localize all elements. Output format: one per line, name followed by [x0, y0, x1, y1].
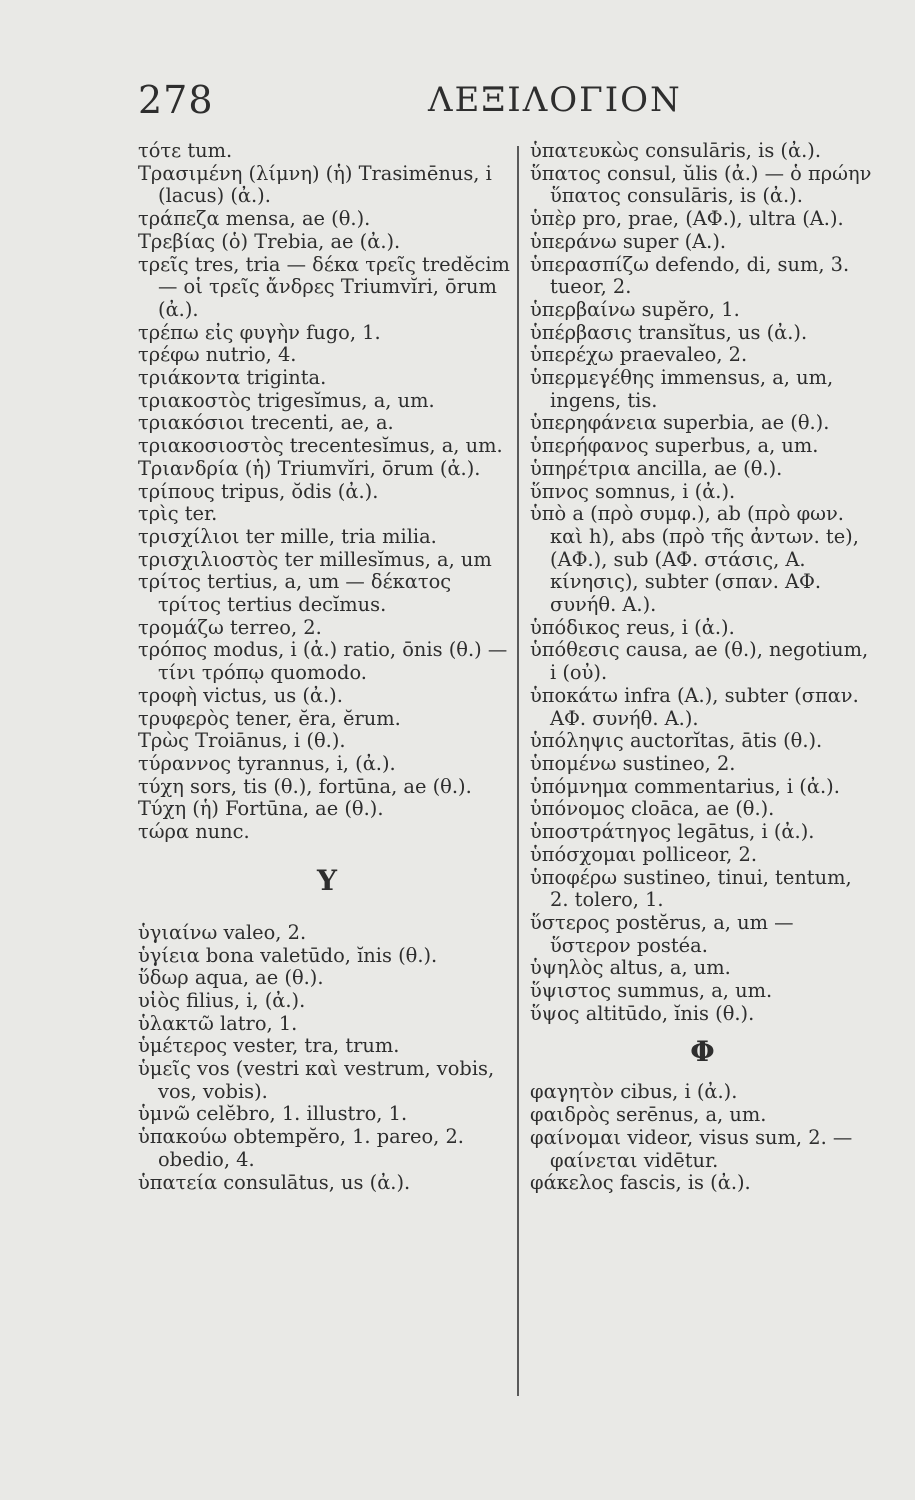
dictionary-entry: ὑπατεία consulātus, us (ἀ.). — [138, 1170, 411, 1194]
right-entries-phi — [530, 1081, 875, 1195]
dictionary-entry: ὑποφέρω sustineo, tinui, tentum, 2. tolero, 1. — [530, 865, 852, 912]
dictionary-entry: ὑπερμεγέθης immensus, a, um, ingens, tis. — [530, 366, 834, 412]
section-letter-phi: Φ — [690, 1035, 715, 1069]
dictionary-entry: ὑπόθεσις causa, ae (θ.), negotium, i (οὐ). — [530, 638, 869, 685]
dictionary-entry: τριακοσιοστὸς trecentesĭmus, a, um. — [138, 434, 503, 458]
dictionary-entry: ὑπόδικος reus, i (ἀ.). — [530, 615, 735, 639]
right-entries-upsilon — [530, 140, 875, 1025]
left-entries-tau — [138, 140, 516, 844]
dictionary-entry: Τρεβίας (ὁ) Trebia, ae (ἀ.). — [138, 229, 401, 253]
left-entries-upsilon — [138, 922, 516, 1194]
dictionary-entry: ὑπόμνημα commentarius, i (ἀ.). — [530, 774, 840, 798]
dictionary-entry: τρίπους tripus, ŏdis (ἀ.). — [138, 479, 379, 503]
dictionary-entry: τρέπω εἰς φυγὴν fugo, 1. — [138, 320, 381, 344]
dictionary-entry: ὑπερασπίζω defendo, di, sum, 3. tueor, 2. — [530, 252, 850, 299]
dictionary-entry: τρόπος modus, i (ἀ.) ratio, ōnis (θ.) — τίνι τρόπῳ quomodo. — [138, 638, 508, 685]
dictionary-entry: τροφὴ victus, us (ἀ.). — [138, 683, 343, 707]
dictionary-entry: τρυφερὸς tener, ĕra, ĕrum. — [138, 706, 401, 730]
dictionary-entry: τύραννος tyrannus, i, (ἀ.). — [138, 751, 396, 775]
dictionary-entry: Τρὼς Troiānus, i (θ.). — [138, 729, 346, 753]
dictionary-entry: τώρα nunc. — [138, 820, 250, 844]
dictionary-entry: ὑπέρβασις transĭtus, us (ἀ.). — [530, 320, 808, 344]
dictionary-entry: τριακόσιοι trecenti, ae, a. — [138, 411, 394, 435]
dictionary-entry: τύχη sors, tis (θ.), fortūna, ae (θ.). — [138, 774, 472, 798]
page-number: 278 — [138, 78, 214, 122]
dictionary-entry: ὕδωρ aqua, ae (θ.). — [138, 966, 324, 990]
dictionary-entry: ὕστερος postĕrus, a, um — ὕστερον postéa. — [530, 910, 794, 957]
dictionary-entry: ὑγίεια bona valetūdo, ĭnis (θ.). — [138, 943, 438, 967]
dictionary-entry: ὑπερβαίνω supĕro, 1. — [530, 297, 740, 321]
dictionary-entry: ὑπόνομος cloāca, ae (θ.). — [530, 797, 775, 821]
dictionary-entry: τρέφω nutrio, 4. — [138, 343, 297, 367]
dictionary-entry: ὑπόληψις auctorĭtas, ātis (θ.). — [530, 729, 823, 753]
dictionary-entry: Τριανδρία (ἡ) Triumvĭri, ōrum (ἀ.). — [138, 456, 481, 480]
dictionary-entry: ὑπόσχομαι polliceor, 2. — [530, 842, 757, 866]
dictionary-entry: ὑποστράτηγος legātus, i (ἀ.). — [530, 820, 815, 844]
dictionary-entry: τριάκοντα triginta. — [138, 366, 327, 390]
dictionary-entry: ὑποκάτω infra (Α.), subter (σπαν. ΑΦ. συνήθ. Α.). — [530, 683, 859, 730]
dictionary-entry: τρισχίλιοι ter mille, tria milia. — [138, 524, 437, 548]
dictionary-entry: τρισχιλιοστὸς ter millesĭmus, a, um — [138, 547, 492, 571]
dictionary-entry: ὑπὸ a (πρὸ συμφ.), ab (πρὸ φων. καὶ h), abs (πρὸ τῆς ἀντων. te), (ΑΦ.), sub (ΑΦ. στάσις, Α. κίνησις), subter (σπαν. ΑΦ. συνήθ. Α.). — [530, 502, 859, 617]
dictionary-entry: ὑπεράνω super (Α.). — [530, 229, 727, 253]
dictionary-entry: ὑπερηφάνεια superbia, ae (θ.). — [530, 411, 830, 435]
right-column — [530, 140, 875, 1195]
dictionary-entry: ὕπατος consul, ŭlis (ἀ.) — ὁ πρώην ὕπατος consulāris, is (ἀ.). — [530, 161, 872, 208]
dictionary-entry: ὑμνῶ celĕbro, 1. illustro, 1. — [138, 1102, 408, 1126]
dictionary-entry: ὑπακούω obtempĕro, 1. pareo, 2. obedio, 4. — [138, 1125, 464, 1171]
dictionary-entry: ὑμέτερος vester, tra, trum. — [138, 1034, 400, 1058]
dictionary-entry: τρεῖς tres, tria — δέκα τρεῖς tredĕcim — οἱ τρεῖς ἄνδρες Triumvĭri, ōrum (ἀ.). — [138, 252, 510, 321]
dictionary-entry: τρίτος tertius, a, um — δέκατος τρίτος tertius decĭmus. — [138, 570, 452, 617]
dictionary-entry: ὑμεῖς vos (vestri καὶ vestrum, vobis, vos, vobis). — [138, 1057, 495, 1103]
dictionary-entry: υἱὸς filius, i, (ἀ.). — [138, 988, 306, 1012]
dictionary-entry: φάκελος fascis, is (ἀ.). — [530, 1171, 751, 1195]
dictionary-entry: τρομάζω terreo, 2. — [138, 615, 322, 639]
dictionary-entry: ὑπομένω sustineo, 2. — [530, 751, 736, 775]
dictionary-entry: ὑπερέχω praevaleo, 2. — [530, 343, 748, 367]
dictionary-entry: ὕψιστος summus, a, um. — [530, 979, 773, 1003]
dictionary-entry: ὕπνος somnus, i (ἀ.). — [530, 479, 736, 503]
dictionary-entry: φαίνομαι videor, visus sum, 2. — φαίνεται vidētur. — [530, 1125, 853, 1172]
dictionary-entry: ὑγιαίνω valeo, 2. — [138, 920, 307, 944]
dictionary-entry: φαιδρὸς serēnus, a, um. — [530, 1103, 767, 1127]
dictionary-entry: Τρασιμένη (λίμνη) (ἡ) Trasimēnus, i (lacus) (ἀ.). — [138, 161, 492, 208]
dictionary-entry: ὕψος altitūdo, ĭnis (θ.). — [530, 1001, 755, 1025]
dictionary-entry: ὑπηρέτρια ancilla, ae (θ.). — [530, 456, 783, 480]
dictionary-entry: ὑλακτῶ latro, 1. — [138, 1011, 298, 1035]
dictionary-entry: ὑπατευκὼς consulāris, is (ἀ.). — [530, 139, 821, 162]
left-column — [138, 140, 516, 1194]
dictionary-entry: ὑπὲρ pro, prae, (ΑΦ.), ultra (Α.). — [530, 207, 844, 231]
column-divider — [517, 146, 519, 1396]
dictionary-entry: τρὶς ter. — [138, 502, 218, 526]
page-header — [138, 78, 838, 128]
dictionary-entry: ὑψηλὸς altus, a, um. — [530, 956, 731, 980]
running-title: ΛΕΞΙΛΟΓΙΟΝ — [428, 80, 682, 120]
dictionary-entry: ὑπερήφανος superbus, a, um. — [530, 434, 819, 458]
section-letter-upsilon: Υ — [317, 863, 337, 897]
dictionary-entry: Τύχη (ἡ) Fortūna, ae (θ.). — [138, 797, 384, 821]
dictionary-entry: τράπεζα mensa, ae (θ.). — [138, 207, 371, 231]
dictionary-entry: τριακοστὸς trigesĭmus, a, um. — [138, 388, 435, 412]
dictionary-entry: τότε tum. — [138, 139, 233, 162]
dictionary-entry: φαγητὸν cibus, i (ἀ.). — [530, 1080, 738, 1104]
